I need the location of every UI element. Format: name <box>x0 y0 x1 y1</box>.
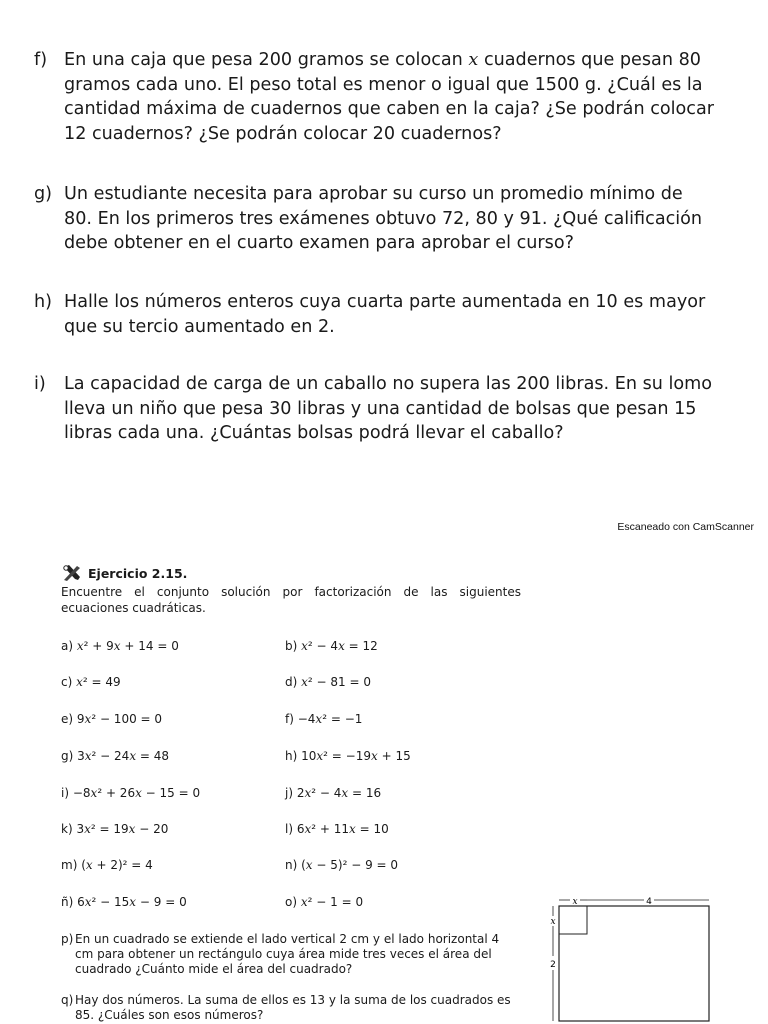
equation-enye: ñ) 6x² − 15x − 9 = 0 <box>61 895 187 909</box>
equation-l: l) 6x² + 11x = 10 <box>285 822 389 836</box>
exercise-header <box>62 564 187 582</box>
equation-a: a) x² + 9x + 14 = 0 <box>61 639 179 653</box>
problem-text: Hay dos números. La suma de ellos es 13 y la suma de los cuadrados es 85. ¿Cuáles son esos números? <box>75 993 511 1022</box>
rectangle-figure <box>548 896 716 1024</box>
figure-label-side-x: x <box>550 917 556 927</box>
problem-text: Halle los números enteros cuya cuarta parte aumentada en 10 es mayor que su tercio aumentado en 2. <box>64 292 706 337</box>
problem-label: q) <box>61 993 74 1007</box>
equation-m: m) (x + 2)² = 4 <box>61 858 153 872</box>
problem-h <box>34 290 714 339</box>
problem-label: i) <box>34 374 46 394</box>
problem-label: h) <box>34 292 53 312</box>
problem-label: f) <box>34 50 48 70</box>
equation-k: k) 3x² = 19x − 20 <box>61 822 169 836</box>
problem-text: Un estudiante necesita para aprobar su curso un promedio mínimo de 80. En los primeros tres exámenes obtuvo 72, 80 y 91. ¿Qué calificación debe obtener en el cuarto examen para aprobar el curso? <box>64 184 703 253</box>
problem-text: En un cuadrado se extiende el lado vertical 2 cm y el lado horizontal 4 cm para obtener un rectángulo cuya área mide tres veces el área del cuadrado ¿Cuánto mide el área del cuadrado? <box>75 932 500 976</box>
equation-c: c) x² = 49 <box>61 675 121 689</box>
equation-o: o) x² − 1 = 0 <box>285 895 364 909</box>
problem-text: La capacidad de carga de un caballo no supera las 200 libras. En su lomo lleva un niño que pesa 30 libras y una cantidad de bolsas que pesan 15 libras cada una. ¿Cuántas bolsas podrá llevar el caballo? <box>64 374 713 443</box>
equation-e: e) 9x² − 100 = 0 <box>61 712 163 726</box>
equation-i: i) −8x² + 26x − 15 = 0 <box>61 786 201 800</box>
equation-d: d) x² − 81 = 0 <box>285 675 372 689</box>
equation-n: n) (x − 5)² − 9 = 0 <box>285 858 399 872</box>
figure-label-top-x: x <box>572 897 578 907</box>
problem-label: p) <box>61 932 74 946</box>
exercise-title: Ejercicio 2.15. <box>88 565 188 581</box>
problem-f <box>34 48 714 146</box>
figure-label-side-2: 2 <box>550 960 556 970</box>
exercise-intro: Encuentre el conjunto solución por factorización de las siguientes ecuaciones cuadráticas. <box>61 585 521 615</box>
problem-q <box>61 993 521 1023</box>
problem-i <box>34 372 714 446</box>
equation-g: g) 3x² − 24x = 48 <box>61 749 170 763</box>
equation-b: b) x² − 4x = 12 <box>285 639 378 653</box>
problem-text: En una caja que pesa 200 gramos se colocan x cuadernos que pesan 80 gramos cada uno. El peso total es menor o igual que 1500 g. ¿Cuál es la cantidad máxima de cuadernos que caben en la caja? ¿Se podrán colocar 12 cuadernos? ¿Se podrán colocar 20 cuadernos? <box>64 50 714 144</box>
equation-j: j) 2x² − 4x = 16 <box>285 786 382 800</box>
equation-h: h) 10x² = −19x + 15 <box>285 749 411 763</box>
tools-icon <box>62 564 82 582</box>
problem-label: g) <box>34 184 53 204</box>
figure-label-top-4: 4 <box>646 897 652 907</box>
equation-f: f) −4x² = −1 <box>285 712 363 726</box>
problem-g <box>34 182 714 256</box>
problem-p <box>61 932 521 977</box>
scanner-watermark: Escaneado con CamScanner <box>617 521 754 533</box>
